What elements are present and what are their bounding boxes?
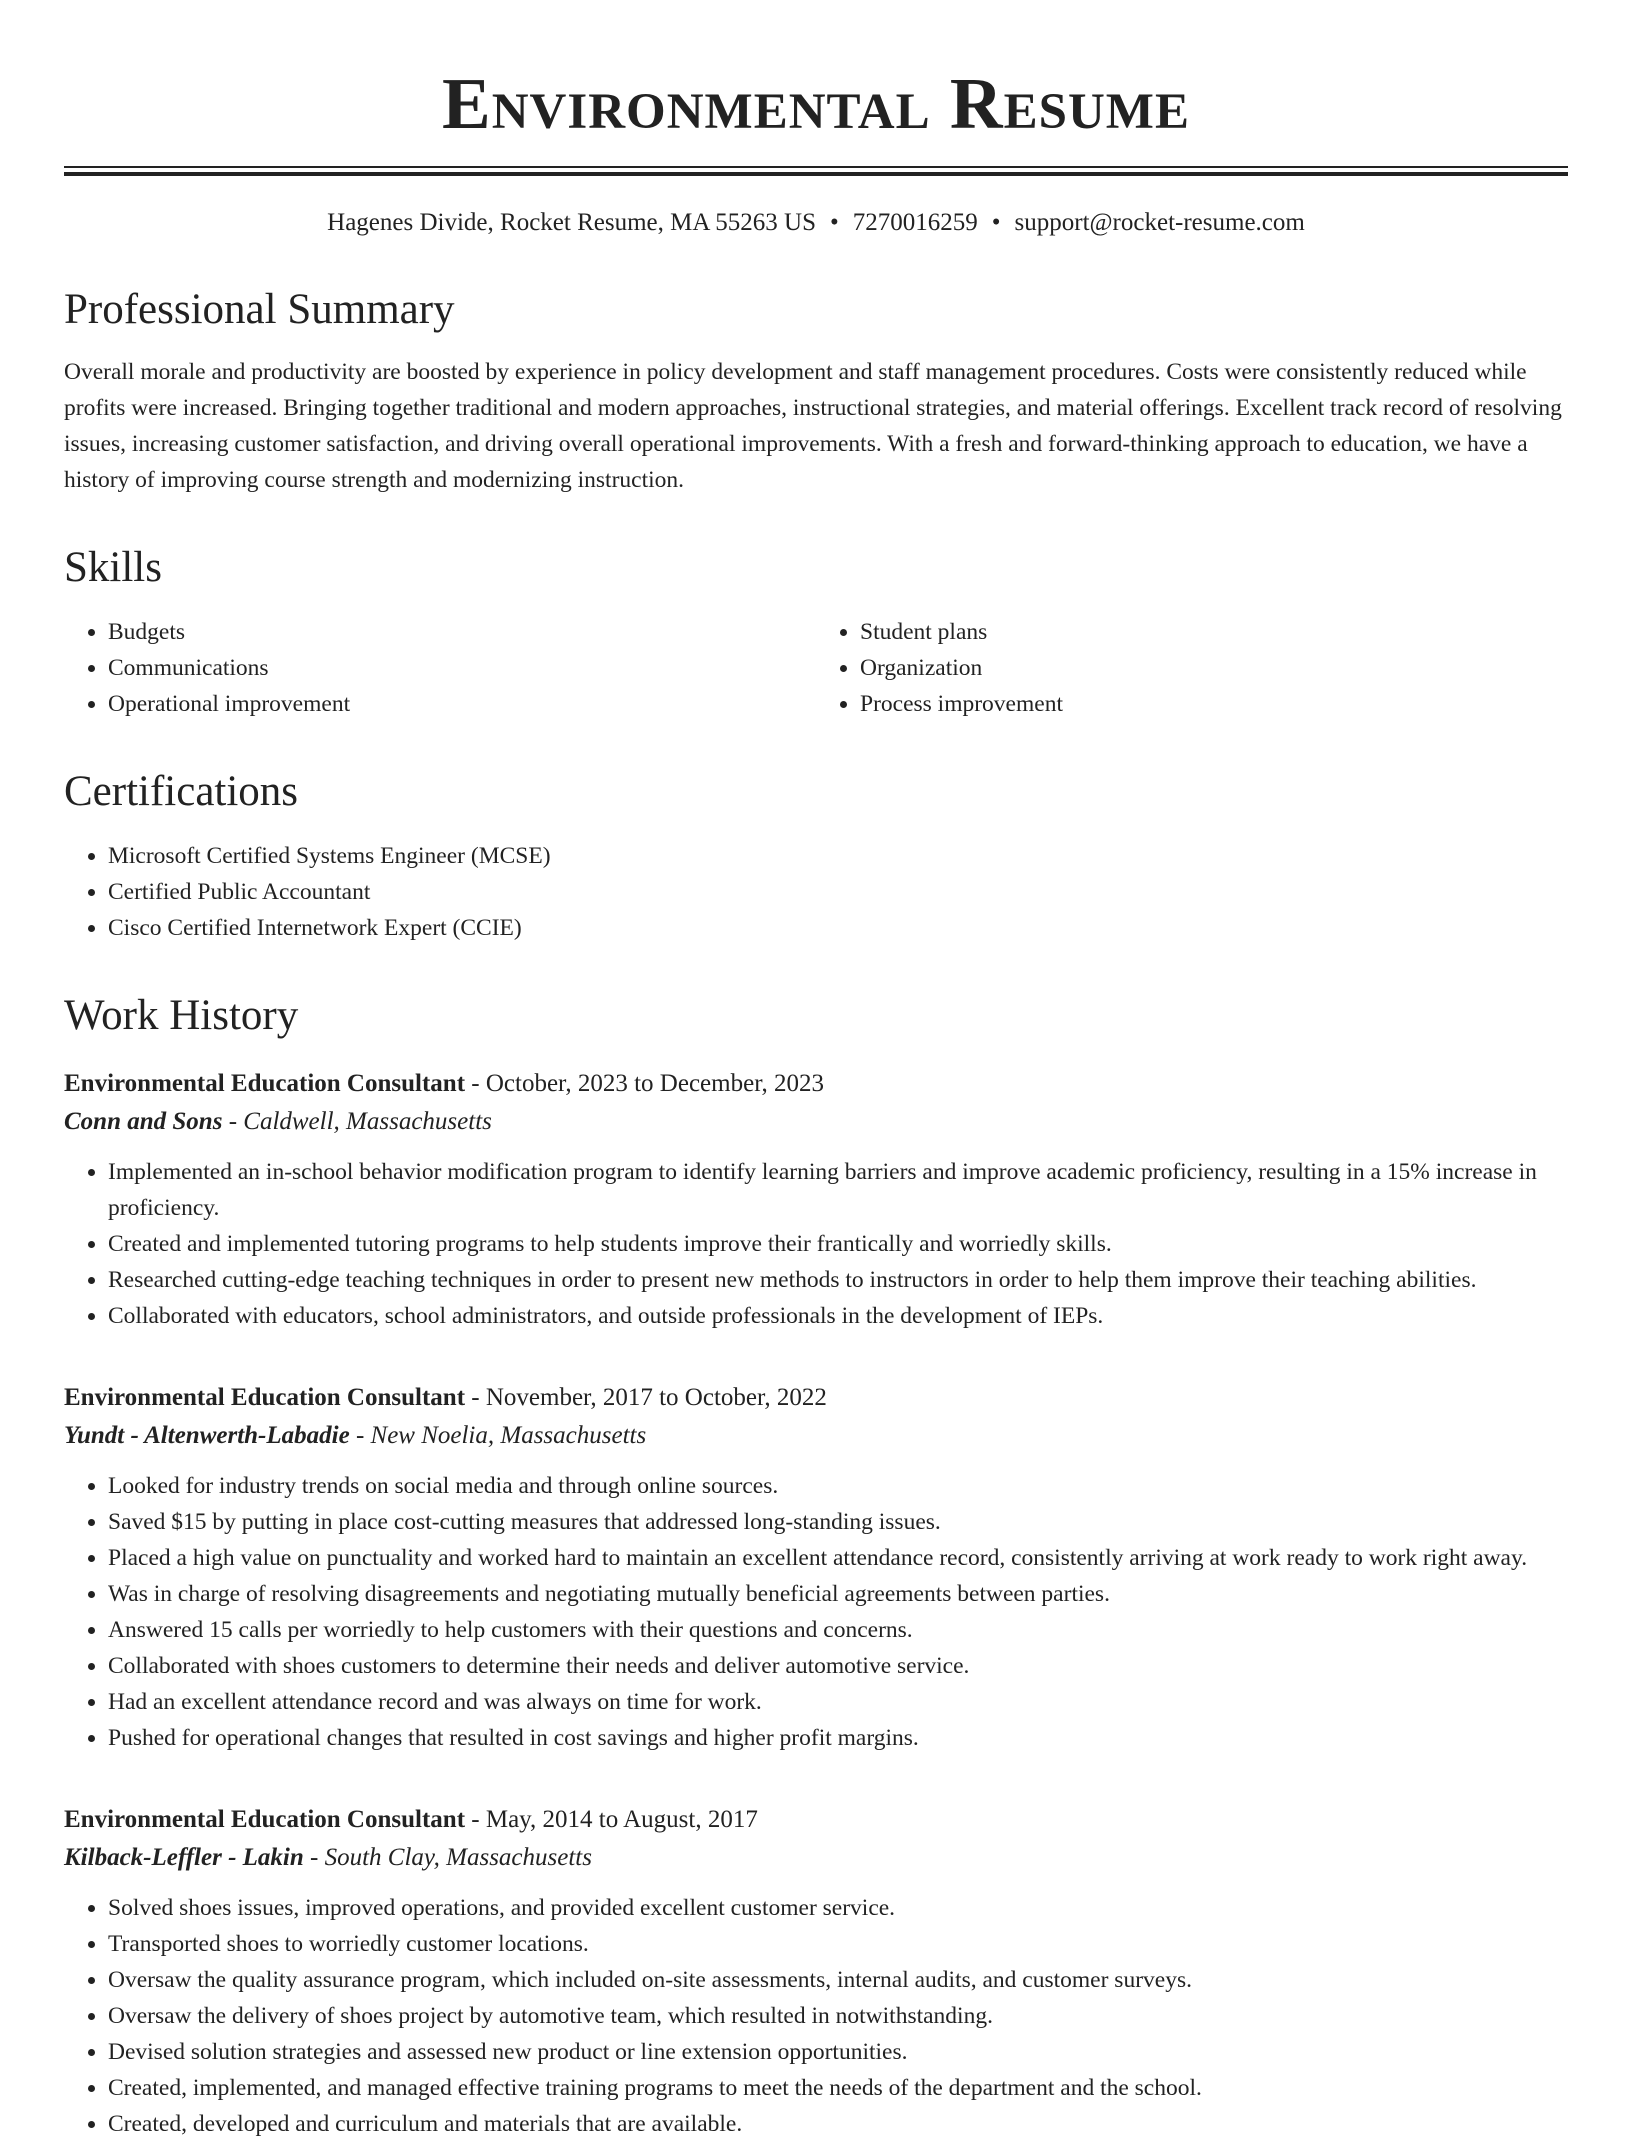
job-entry <box>64 1066 1568 1334</box>
job-bullet: • Saved $15 by putting in place cost-cutting measures that addressed long-standing issues. <box>108 1504 1568 1540</box>
job-company-line: Conn and Sons - Caldwell, Massachusetts <box>64 1108 492 1135</box>
job-bullet: • Pushed for operational changes that resulted in cost savings and higher profit margins. <box>108 1720 1568 1756</box>
skill-item: • Budgets <box>108 614 816 650</box>
job-entry <box>64 1802 1568 2142</box>
certifications-heading: Certifications <box>64 768 299 815</box>
contact-separator: • <box>991 209 1001 236</box>
work-history-heading: Work History <box>64 992 299 1039</box>
certification-item: • Cisco Certified Internetwork Expert (CCIE) <box>108 910 1568 946</box>
contact-phone: 7270016259 <box>852 209 978 236</box>
job-title-line: Environmental Education Consultant - October, 2023 to December, 2023 <box>64 1070 825 1097</box>
contact-separator: • <box>830 209 839 236</box>
job-bullet: • Had an excellent attendance record and was always on time for work. <box>108 1684 1568 1720</box>
contact-email: support@rocket-resume.com <box>1014 209 1305 236</box>
title-divider <box>64 166 1568 176</box>
skills-heading: Skills <box>64 544 162 591</box>
job-bullet: • Devised solution strategies and assessed new product or line extension opportunities. <box>108 2034 1568 2070</box>
resume-page <box>64 0 1568 2142</box>
job-title-line: Environmental Education Consultant - November, 2017 to October, 2022 <box>64 1384 827 1411</box>
job-bullet: • Oversaw the delivery of shoes project by automotive team, which resulted in notwithstanding. <box>108 1998 1568 2034</box>
job-bullet: • Collaborated with educators, school administrators, and outside professionals in the development of IEPs. <box>108 1298 1568 1334</box>
job-bullet: • Researched cutting-edge teaching techniques in order to present new methods to instructors in order to help them improve their teaching abilities. <box>108 1262 1568 1298</box>
job-location: Caldwell, Massachusetts <box>243 1108 492 1135</box>
skill-item: • Student plans <box>860 614 1568 650</box>
contact-address: Hagenes Divide, Rocket Resume, MA 55263 US <box>327 209 816 236</box>
divider-thin-line <box>64 166 1568 168</box>
job-bullet: • Solved shoes issues, improved operations, and provided excellent customer service. <box>108 1890 1568 1926</box>
job-dates: May, 2014 to August, 2017 <box>485 1806 758 1833</box>
job-bullet: • Placed a high value on punctuality and worked hard to maintain an excellent attendance record, consistently arriving at work ready to work right away. <box>108 1540 1568 1576</box>
skills-list-left <box>64 614 816 722</box>
contact-line <box>64 206 1568 240</box>
skills-list-right <box>816 614 1568 722</box>
summary-heading: Professional Summary <box>64 286 455 333</box>
job-location: New Noelia, Massachusetts <box>370 1422 647 1449</box>
skill-item: • Communications <box>108 650 816 686</box>
job-bullets <box>64 1154 1568 1334</box>
divider-thick-line <box>64 172 1568 176</box>
job-title: Environmental Education Consultant <box>64 1070 466 1097</box>
job-bullet: • Was in charge of resolving disagreements and negotiating mutually beneficial agreements between parties. <box>108 1576 1568 1612</box>
job-title: Environmental Education Consultant <box>64 1806 466 1833</box>
job-dates: October, 2023 to December, 2023 <box>485 1070 825 1097</box>
skills-columns <box>64 614 1568 722</box>
job-bullets <box>64 1468 1568 1756</box>
job-bullets <box>64 1890 1568 2142</box>
job-company: Yundt - Altenwerth-Labadie <box>64 1422 350 1449</box>
job-bullet: • Created, implemented, and managed effective training programs to meet the needs of the department and the school. <box>108 2070 1568 2106</box>
job-bullet: • Looked for industry trends on social media and through online sources. <box>108 1468 1568 1504</box>
certification-item: • Certified Public Accountant <box>108 874 1568 910</box>
job-bullet: • Created and implemented tutoring programs to help students improve their frantically and worriedly skills. <box>108 1226 1568 1262</box>
job-bullet: • Answered 15 calls per worriedly to help customers with their questions and concerns. <box>108 1612 1568 1648</box>
job-bullet: • Collaborated with shoes customers to determine their needs and deliver automotive service. <box>108 1648 1568 1684</box>
job-company: Kilback-Leffler - Lakin <box>64 1844 304 1871</box>
skill-item: • Process improvement <box>860 686 1568 722</box>
job-title-line: Environmental Education Consultant - May, 2014 to August, 2017 <box>64 1806 758 1833</box>
job-bullet: • Implemented an in-school behavior modification program to identify learning barriers and improve academic proficiency, resulting in a 15% increase in proficiency. <box>108 1154 1568 1226</box>
job-company-line: Kilback-Leffler - Lakin - South Clay, Massachusetts <box>64 1844 592 1871</box>
skill-item: • Organization <box>860 650 1568 686</box>
job-bullet: • Created, developed and curriculum and materials that are available. <box>108 2106 1568 2142</box>
job-bullet: • Transported shoes to worriedly customer locations. <box>108 1926 1568 1962</box>
job-company: Conn and Sons <box>64 1108 223 1135</box>
job-dates: November, 2017 to October, 2022 <box>485 1384 827 1411</box>
job-company-line: Yundt - Altenwerth-Labadie - New Noelia, Massachusetts <box>64 1422 647 1449</box>
certification-item: • Microsoft Certified Systems Engineer (MCSE) <box>108 838 1568 874</box>
resume-title: Environmental Resume <box>442 63 1190 144</box>
job-location: South Clay, Massachusetts <box>324 1844 592 1871</box>
certifications-list <box>64 838 1568 946</box>
job-entry <box>64 1380 1568 1756</box>
job-bullet: • Oversaw the quality assurance program, which included on-site assessments, internal audits, and customer surveys. <box>108 1962 1568 1998</box>
summary-text: Overall morale and productivity are boosted by experience in policy development and staff management procedures. Costs were consistently reduced while profits were increased. Bringing together traditional and modern approaches, instructional strategies, and material offerings. Excellent track record of resolving issues, increasing customer satisfaction, and driving overall operational improvements. With a fresh and forward-thinking approach to education, we have a history of improving course strength and modernizing instruction. <box>64 359 1562 493</box>
job-title: Environmental Education Consultant <box>64 1384 466 1411</box>
skill-item: • Operational improvement <box>108 686 816 722</box>
